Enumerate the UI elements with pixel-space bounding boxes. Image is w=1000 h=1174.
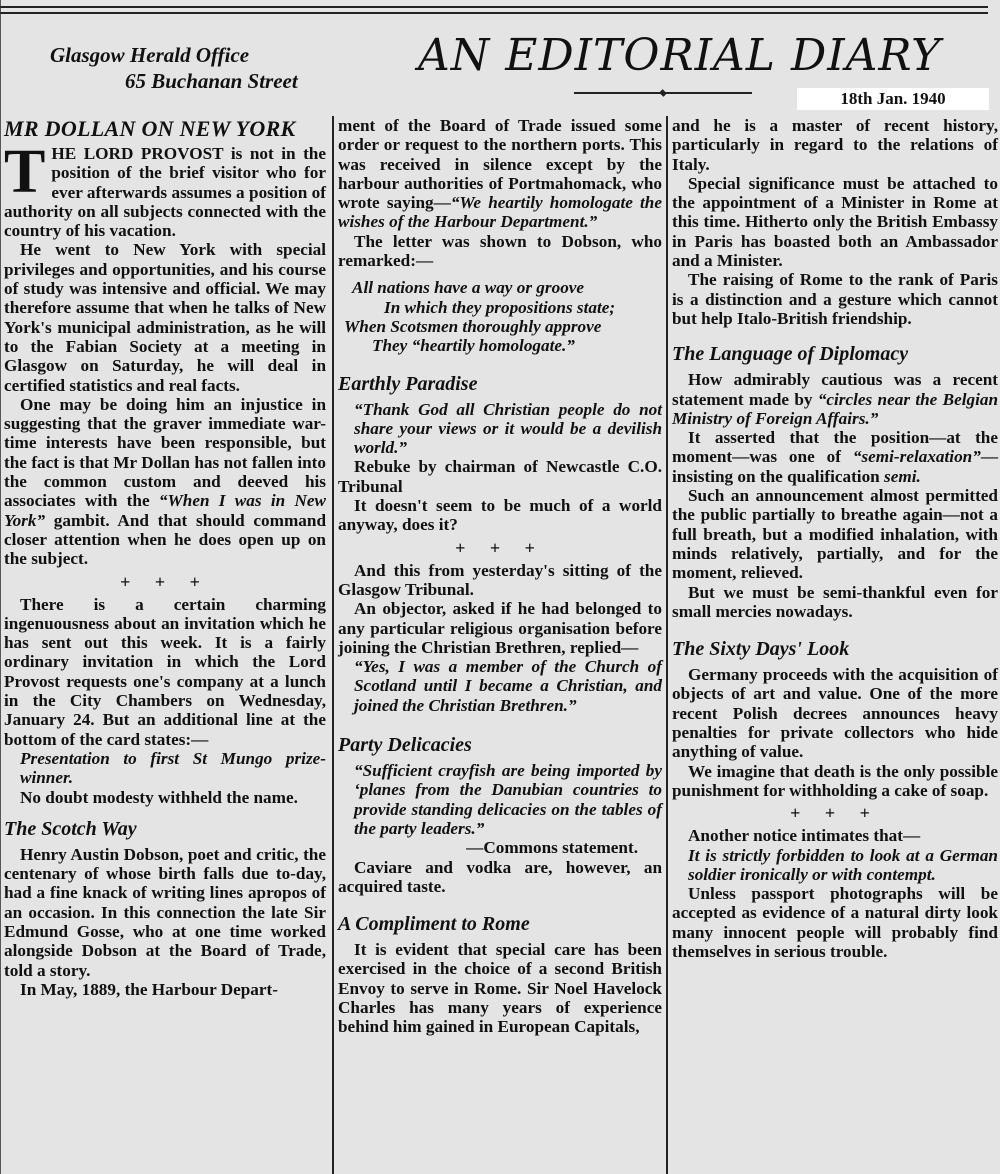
drop-cap: T	[4, 138, 46, 206]
quote-text: “semi-relaxation”	[852, 447, 981, 467]
paragraph: The letter was shown to Dobson, who remarked:—	[338, 231, 662, 271]
separator-crosses: + + +	[455, 537, 545, 558]
paragraph-text: —insisting on the qualification	[672, 447, 998, 486]
paragraph-text: ment of the Board of Trade issued some order or request to the northern ports. This was received in silence except by the harbour authorities of Portmahomack, who wrote saying—	[338, 116, 662, 213]
page-edge-line	[0, 0, 1, 1174]
subheading-party-delicacies: Party Delicacies	[338, 734, 472, 757]
paragraph: In May, 1889, the Harbour Depart-	[20, 979, 278, 999]
paragraph: We imagine that death is the only possible punishment for withholding a cake of soap.	[672, 761, 998, 800]
paragraph: Henry Austin Dobson, poet and critic, the centenary of whose birth falls due to-day, had a fine knack of writing lines apropos of an occasion. In this connection the late Sir Edmund Gosse, who at one time worked alongside Dobson at the Board of Trade, told a story.	[4, 844, 326, 980]
masthead-ornament-rule	[574, 92, 752, 94]
paragraph	[4, 138, 326, 241]
paragraph-text: gambit. And that should command closer attention when he does open up on the subject.	[4, 510, 326, 569]
subheading-language-diplomacy: The Language of Diplomacy	[672, 343, 909, 366]
paragraph: Germany proceeds with the acquisition of objects of art and value. One of the more recent Polish decrees announces heavy penalties for private collectors who hide anything of value.	[672, 665, 998, 762]
poem-line: All nations have a way or groove	[352, 278, 585, 298]
quote-text: “Yes, I was a member of the Church of Scotland until I became a Christian, and joined the Christian Brethren.”	[354, 657, 662, 715]
paragraph	[672, 370, 998, 428]
paragraph: Special significance must be attached to the appointment of a Minister in Rome at this time. Hitherto only the British Embassy in Paris has boasted both an Ambassador and a Minister.	[672, 173, 998, 271]
column-2	[338, 116, 662, 1174]
office-street: 65 Buchanan Street	[125, 69, 298, 93]
subheading-compliment-rome: A Compliment to Rome	[338, 913, 530, 936]
paragraph-text: How admirably cautious was a recent statement made by	[672, 370, 998, 409]
paragraph-text: One may be doing him an injustice in suggesting that the graver immediate war-time interests have been responsible, but the fact is that Mr Dollan has not fallen into the common custom and deeved his associates with the	[4, 394, 326, 511]
date-label: 18th Jan. 1940	[797, 88, 989, 110]
column-1	[4, 116, 326, 1174]
lead-caps: HE LORD PROVOST	[51, 144, 224, 163]
quote-text: “Thank God all Christian people do not share your views or it would be a devilish world.”	[354, 399, 662, 458]
paragraph: An objector, asked if he had belonged to any particular religious organisation before joining the Christian Brethren, replied—	[338, 599, 662, 657]
column-3	[672, 116, 998, 1174]
quote-text: “Sufficient crayfish are being imported by ‘planes from the Danubian countries to provide standing delicacies on the tables of the party leaders.”	[354, 761, 662, 838]
quote-text: “We heartily homologate the wishes of the Harbour Department.”	[338, 193, 662, 232]
paragraph: Caviare and vodka are, however, an acquired taste.	[338, 857, 662, 896]
poem-line: When Scotsmen thoroughly approve	[344, 316, 602, 336]
quote-text: It is strictly forbidden to look at a German soldier ironically or with contempt.	[688, 845, 998, 884]
paragraph: Unless passport photographs will be accepted as evidence of a natural dirty look many innocent people will probably find themselves in serious trouble.	[672, 884, 998, 961]
paragraph: It doesn't seem to be much of a world anyway, does it?	[338, 496, 662, 535]
paragraph: But we must be semi-thankful even for small mercies nowadays.	[672, 582, 998, 621]
quote-text: “circles near the Belgian Ministry of Foreign Affairs.”	[672, 389, 999, 428]
paragraph	[4, 395, 326, 569]
paragraph: Rebuke by chairman of Newcastle C.O. Tribunal	[338, 457, 662, 496]
headline-dollan: MR DOLLAN ON NEW YORK	[4, 116, 296, 141]
quote-text: “When I was in New York”	[4, 491, 326, 530]
paragraph	[672, 428, 998, 486]
paragraph	[338, 116, 662, 232]
paragraph: and he is a master of recent history, particularly in regard to the relations of Italy.	[672, 116, 998, 174]
subheading-earthly-paradise: Earthly Paradise	[338, 372, 478, 395]
subheading-scotch-way: The Scotch Way	[4, 817, 137, 840]
separator-crosses: + + +	[120, 571, 210, 592]
poem	[338, 278, 662, 355]
office-name: Glasgow Herald Office	[50, 43, 250, 67]
paragraph: Such an announcement almost permitted the public partially to breathe again—not a full breath, but a modified inhalation, with minds relatively, partially, and for the moment, relieved.	[672, 486, 998, 583]
paragraph: The raising of Rome to the rank of Paris is a distinction and a gesture which cannot but help Italo-British friendship.	[672, 270, 998, 328]
poem-line: In which they propositions state;	[384, 297, 616, 317]
paragraph: There is a certain charming ingenuousness about an invitation which he has sent out this week. It is a fairly ordinary invitation in which the Lord Provost requests one's company at a lunch in the City Chambers on Wednesday, January 24. But an additional line at the bottom of the card states:—	[4, 594, 326, 749]
quote-text: semi.	[884, 466, 921, 486]
quote-text: Presentation to first St Mungo prize-winner.	[20, 748, 326, 788]
separator-crosses: + + +	[790, 803, 880, 824]
paragraph: And this from yesterday's sitting of the Glasgow Tribunal.	[338, 560, 662, 599]
paragraph: No doubt modesty withheld the name.	[20, 787, 298, 807]
office-address	[50, 42, 298, 94]
paragraph: He went to New York with special privileges and opportunities, and his course of study was intensive and official. We may therefore assume that when he talks of New York's municipal administration, as he will to the Fabian Society at a meeting in Glasgow on Saturday, he will deal in certified statistics and real facts.	[4, 240, 326, 395]
paragraph: Another notice intimates that—	[688, 826, 921, 846]
paragraph-text: It asserted that the position—at the moment—was one of	[672, 428, 998, 467]
paragraph-text: is not in the position of the brief visitor who for ever afterwards assumes a position of authority on all subjects connected with the country of his vacation.	[4, 144, 326, 241]
paragraph: It is evident that special care has been exercised in the choice of a second British Envoy to serve in Rome. Sir Noel Havelock Charles has many years of experience behind him gained in European Capitals,	[338, 940, 662, 1037]
column-divider	[332, 116, 334, 1174]
column-divider	[666, 116, 668, 1174]
poem-line: They “heartily homologate.”	[372, 336, 575, 356]
top-rule	[0, 6, 988, 14]
quote-attribution: —Commons statement.	[466, 838, 638, 858]
subheading-sixty-days: The Sixty Days' Look	[672, 638, 850, 661]
masthead-title: AN EDITORIAL DIARY	[418, 30, 942, 81]
